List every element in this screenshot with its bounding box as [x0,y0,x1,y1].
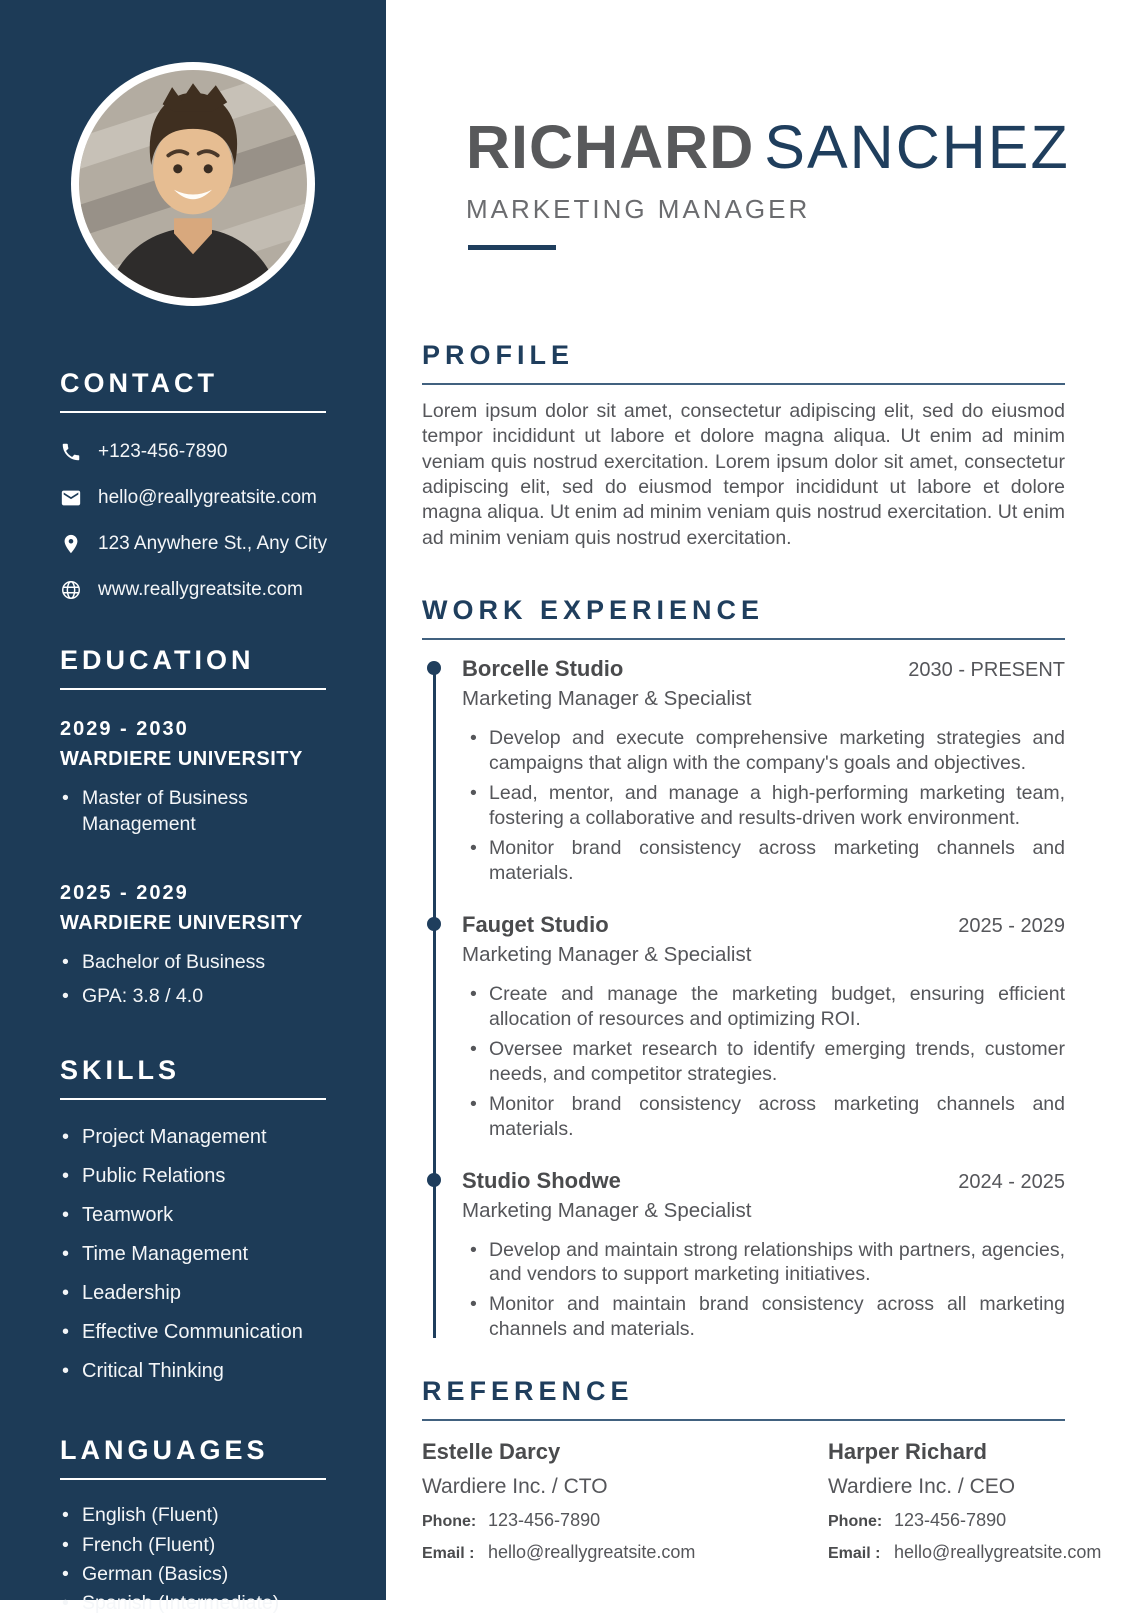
job-dates: 2030 - PRESENT [908,659,1065,682]
contact-address [60,533,336,555]
education-years: 2025 - 2029 [60,881,189,904]
job-bullet: • Create and manage the marketing budget, ensuring efficient allocation of resources and optimizing ROI. [462,982,1065,1032]
languages-title: LANGUAGES [60,1435,326,1480]
reference-phone-row [422,1510,828,1531]
email-value: hello@reallygreatsite.com [488,1542,696,1563]
job-bullet-list [462,726,1065,886]
job-bullet: • Develop and execute comprehensive marketing strategies and campaigns that align with the company's goals and objectives. [462,726,1065,776]
reference-name: Harper Richard [828,1439,987,1465]
education-detail: • Master of Business Management [60,785,336,838]
title-accent-bar [468,245,556,250]
last-name: SANCHEZ [764,113,1070,181]
job-role: Marketing Manager & Specialist [462,1198,752,1222]
reference-company: Wardiere Inc. / CTO [422,1475,608,1499]
skills-section [60,1055,336,1385]
job-role: Marketing Manager & Specialist [462,942,752,966]
education-detail: • GPA: 3.8 / 4.0 [60,983,336,1009]
job-entry [422,1168,1065,1343]
contact-phone [60,441,336,463]
profile-photo-frame [71,62,315,306]
education-title: EDUCATION [60,645,326,690]
address-text: 123 Anywhere St., Any City [98,533,328,554]
reference-grid [422,1439,1102,1563]
phone-label: Phone: [828,1513,883,1531]
education-years: 2029 - 2030 [60,718,189,740]
skill-item: • Teamwork [60,1202,336,1229]
company-name: Borcelle Studio [462,656,624,682]
email-label: Email : [828,1545,881,1563]
website-text: www.reallygreatsite.com [98,579,303,600]
globe-icon [60,579,82,601]
job-bullet-list [462,982,1065,1142]
experience-timeline [422,656,1065,1342]
job-bullet: • Oversee market research to identify emerging trends, customer needs, and competitor strategies. [462,1037,1065,1087]
reference-email-row [828,1542,1101,1563]
timeline-dot [427,917,441,931]
phone-label: Phone: [422,1513,477,1531]
sidebar [0,0,386,1615]
skill-item: • Time Management [60,1241,336,1268]
education-section [60,645,336,1009]
education-school: WARDIERE UNIVERSITY [60,911,303,934]
skill-item: • Effective Communication [60,1319,336,1346]
job-bullet: • Develop and maintain strong relationships with partners, agencies, and vendors to support marketing initiatives. [462,1238,1065,1288]
job-dates: 2025 - 2029 [958,914,1065,937]
languages-section [60,1435,336,1616]
job-bullet-list [462,1238,1065,1343]
skill-item: • Project Management [60,1124,336,1151]
languages-list [60,1502,336,1616]
job-header [462,912,1065,938]
skills-title: SKILLS [60,1055,326,1100]
education-detail-list [60,949,336,1010]
language-item: • English (Fluent) [60,1502,336,1528]
reference-section [422,1376,1102,1563]
contact-section [60,368,336,601]
job-header [462,656,1065,682]
job-bullet: • Lead, mentor, and manage a high-performing marketing team, fostering a collaborative and results-driven work environment. [462,781,1065,831]
phone-icon [60,441,82,463]
education-entry [60,718,336,838]
job-entry [422,656,1065,886]
skill-item: • Leadership [60,1280,336,1307]
language-item: • French (Fluent) [60,1532,336,1558]
skill-item: • Public Relations [60,1163,336,1190]
profile-title: PROFILE [422,340,1065,385]
location-pin-icon [60,533,82,555]
skill-item: • Critical Thinking [60,1358,336,1385]
language-item: • Spanish (Intermediate) [60,1590,336,1616]
job-entry [422,912,1065,1142]
contact-website [60,579,336,601]
person-name [466,112,1070,182]
job-bullet: • Monitor brand consistency across marketing channels and materials. [462,836,1065,886]
job-bullet: • Monitor and maintain brand consistency across all marketing channels and materials. [462,1292,1065,1342]
profile-section [422,340,1065,551]
envelope-icon [60,487,82,509]
phone-value: 123-456-7890 [894,1510,1007,1531]
contact-list [60,441,336,601]
first-name: RICHARD [466,113,755,181]
education-entry [60,882,336,1010]
reference-company: Wardiere Inc. / CEO [828,1475,1016,1499]
skills-list [60,1124,336,1385]
language-item: • German (Basics) [60,1561,336,1587]
email-label: Email : [422,1545,475,1563]
phone-text: +123-456-7890 [98,441,228,462]
reference-name: Estelle Darcy [422,1439,561,1465]
email-value: hello@reallygreatsite.com [894,1542,1102,1563]
company-name: Fauget Studio [462,911,609,937]
profile-text: Lorem ipsum dolor sit amet, consectetur adipiscing elit, sed do eiusmod tempor incididunt ut labore et dolore magna aliqua. Ut enim ad minim veniam quis nostrud exercitation. Lorem ipsum dolor sit amet, consectetur adipiscing elit, sed do eiusmod tempor incididunt ut labore et dolore magna aliqua. Ut enim ad minim veniam quis nostrud exercitation. Ut enim ad minim veniam quis nostrud exercitation. [422,400,1065,549]
education-detail-list [60,785,336,838]
email-text: hello@reallygreatsite.com [98,487,317,508]
reference-person [422,1439,828,1563]
timeline-dot [427,661,441,675]
reference-email-row [422,1542,828,1563]
person-job-title: MARKETING MANAGER [466,194,811,224]
contact-email [60,487,336,509]
job-dates: 2024 - 2025 [958,1170,1065,1193]
education-school: WARDIERE UNIVERSITY [60,748,303,770]
company-name: Studio Shodwe [462,1167,621,1193]
phone-value: 123-456-7890 [488,1510,601,1531]
job-role: Marketing Manager & Specialist [462,687,752,711]
work-experience-title: WORK EXPERIENCE [422,595,1065,640]
job-bullet: • Monitor brand consistency across marketing channels and materials. [462,1092,1065,1142]
reference-person [828,1439,1101,1563]
education-detail: • Bachelor of Business [60,949,336,975]
work-experience-section [422,595,1065,1342]
job-header [462,1168,1065,1194]
name-block [466,112,1070,250]
reference-title: REFERENCE [422,1376,1065,1421]
main-column [386,0,1131,1563]
reference-phone-row [828,1510,1101,1531]
profile-photo [79,70,307,298]
contact-title: CONTACT [60,368,326,413]
timeline-dot [427,1173,441,1187]
